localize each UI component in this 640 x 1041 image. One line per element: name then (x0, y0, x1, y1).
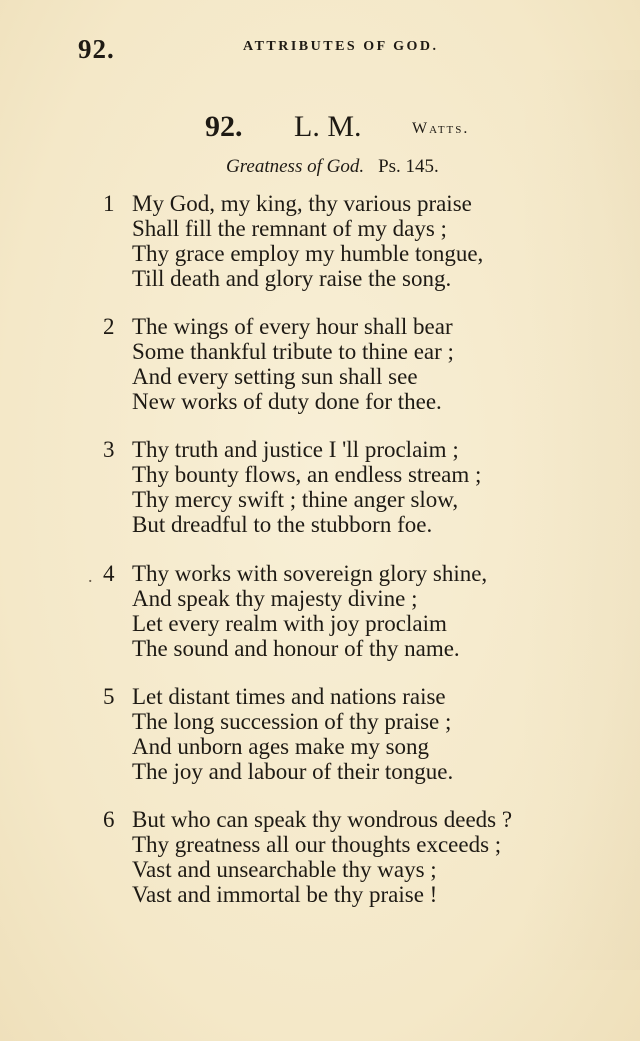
stanza-1 (100, 191, 580, 291)
stanza-5 (100, 684, 580, 784)
stanza-number: 3 (103, 437, 115, 462)
verse-line: But dreadful to the stubborn foe. (132, 512, 433, 537)
verse-line: Till death and glory raise the song. (132, 266, 452, 291)
verse-line: The long succession of thy praise ; (132, 709, 452, 734)
verse-line: Let every realm with joy proclaim (132, 611, 447, 636)
stanza-6 (100, 807, 580, 907)
hymn-number: 92. (205, 110, 243, 143)
verse-line: The sound and honour of thy name. (132, 636, 460, 661)
verse-line: Thy bounty flows, an endless stream ; (132, 462, 482, 487)
verse-line: The joy and labour of their tongue. (132, 759, 454, 784)
verse-line: New works of duty done for thee. (132, 389, 442, 414)
verse-line: My God, my king, thy various praise (132, 191, 472, 216)
stanza-2 (100, 314, 580, 414)
stanza-number: 2 (103, 314, 115, 339)
stanza-number: 1 (103, 191, 115, 216)
hymn-header (0, 110, 640, 146)
verse-line: Thy truth and justice I 'll proclaim ; (132, 437, 459, 462)
stanza-4 (100, 561, 580, 661)
hymn-subtitle (226, 156, 439, 178)
running-head (78, 34, 598, 64)
hymn-theme: Greatness of God. (226, 156, 365, 177)
verse-line: Shall fill the remnant of my days ; (132, 216, 447, 241)
verse-line: Thy works with sovereign glory shine, (132, 561, 488, 586)
hymn-author: Watts. (412, 120, 470, 137)
verse-line: The wings of every hour shall bear (132, 314, 453, 339)
scripture-reference: Ps. 145. (378, 156, 439, 177)
hymn-meter: L. M. (294, 110, 362, 143)
verse-line: And speak thy majesty divine ; (132, 586, 418, 611)
verse-line: Some thankful tribute to thine ear ; (132, 339, 454, 364)
stanza-number: 4 (103, 561, 115, 586)
verse-line: Vast and unsearchable thy ways ; (132, 857, 437, 882)
verse-line: Thy greatness all our thoughts exceeds ; (132, 832, 502, 857)
stanza-3 (100, 437, 580, 537)
verse-line: But who can speak thy wondrous deeds ? (132, 807, 513, 832)
section-title: ATTRIBUTES OF GOD. (243, 39, 439, 54)
verse-line: And unborn ages make my song (132, 734, 430, 759)
verse-line: Thy mercy swift ; thine anger slow, (132, 487, 459, 512)
verse-line: Vast and immortal be thy praise ! (132, 882, 438, 907)
page-number: 92. (78, 34, 115, 64)
stanza-number: 6 (103, 807, 115, 832)
verse-line: And every setting sun shall see (132, 364, 418, 389)
ink-speck: . (88, 566, 93, 586)
verse-line: Let distant times and nations raise (132, 684, 446, 709)
stanza-number: 5 (103, 684, 115, 709)
verse-line: Thy grace employ my humble tongue, (132, 241, 484, 266)
